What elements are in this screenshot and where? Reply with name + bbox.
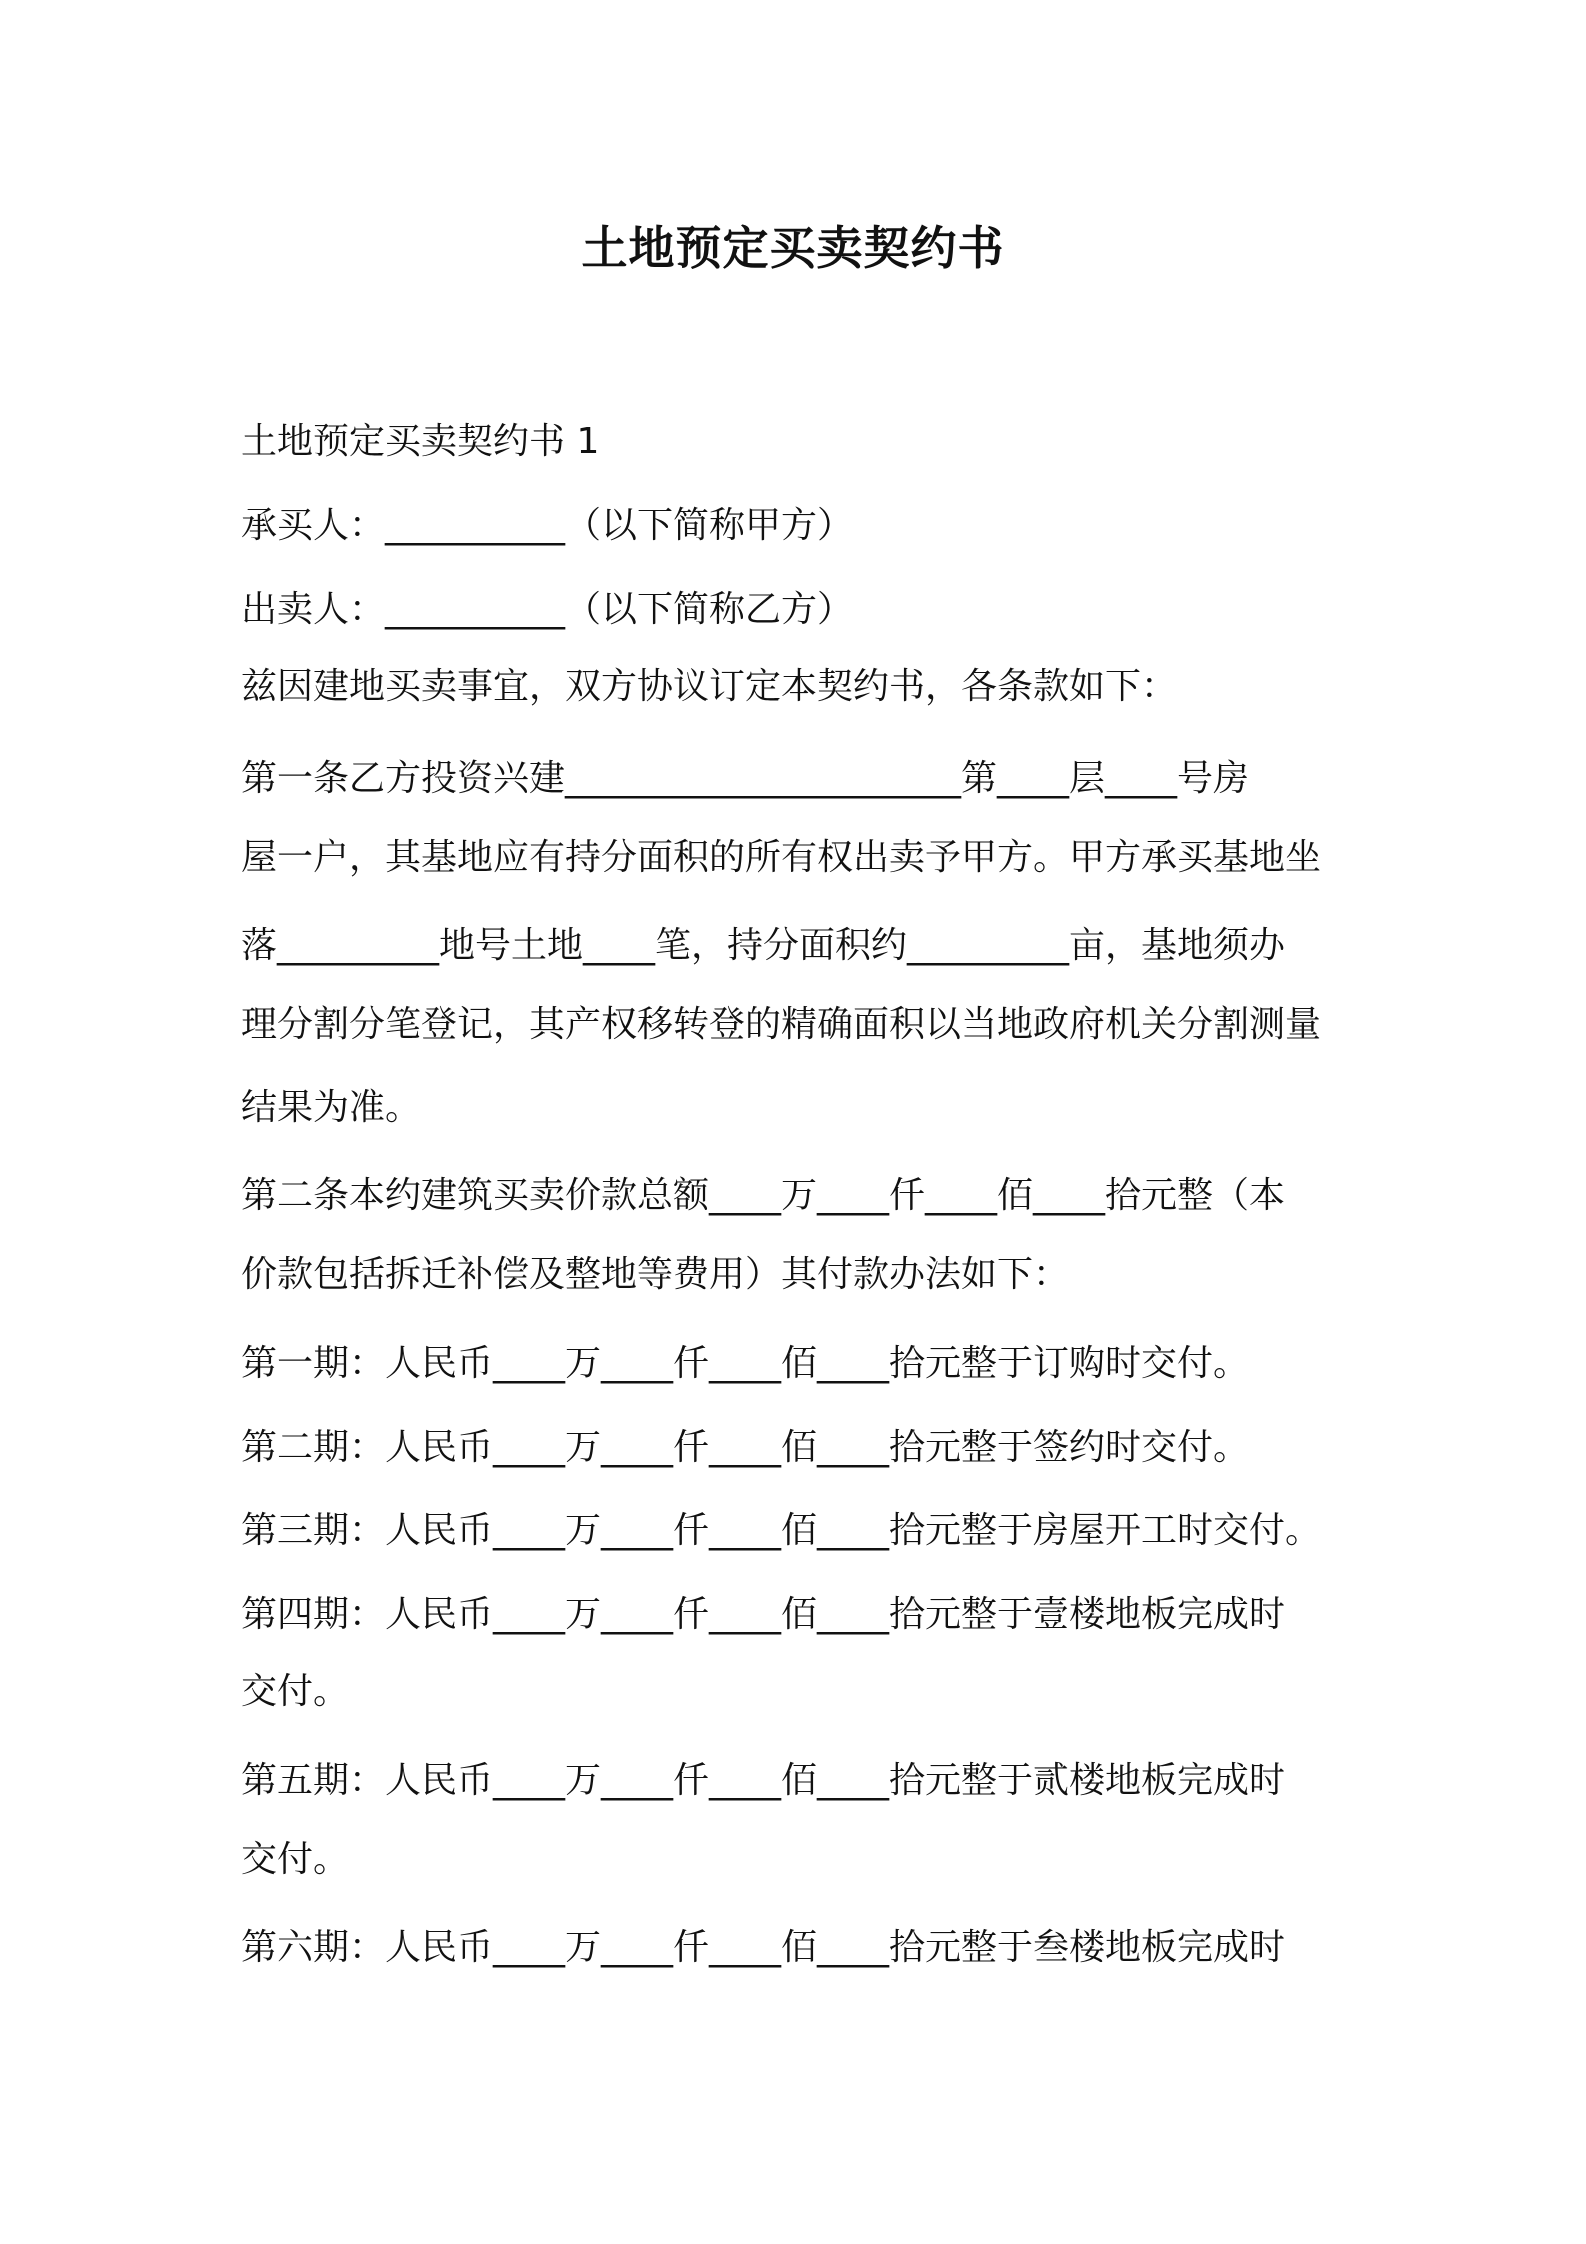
installment-6-line-1: 第六期：人民币____万____仟____佰____拾元整于叁楼地板完成时 xyxy=(241,1927,1286,1968)
article-one-line-1: 第一条乙方投资兴建______________________第____层____号房 xyxy=(241,758,1250,799)
installment-4-line-1: 第四期：人民币____万____仟____佰____拾元整于壹楼地板完成时 xyxy=(241,1594,1286,1635)
installment-5-line-1: 第五期：人民币____万____仟____佰____拾元整于贰楼地板完成时 xyxy=(241,1760,1286,1801)
document-title: 土地预定买卖契约书 xyxy=(581,221,1005,275)
article-one-line-4: 理分割分笔登记，其产权移转登的精确面积以当地政府机关分割测量 xyxy=(241,1004,1322,1045)
article-one-line-2: 屋一户，其基地应有持分面积的所有权出卖予甲方。甲方承买基地坐 xyxy=(241,837,1322,878)
installment-3: 第三期：人民币____万____仟____佰____拾元整于房屋开工时交付。 xyxy=(241,1510,1322,1551)
preamble-line: 兹因建地买卖事宜，双方协议订定本契约书，各条款如下： xyxy=(241,666,1178,707)
article-one-line-3: 落_________地号土地____笔，持分面积约_________亩，基地须办 xyxy=(241,925,1286,966)
article-two-line-2: 价款包括拆迁补偿及整地等费用）其付款办法如下： xyxy=(241,1254,1070,1295)
subtitle-line: 土地预定买卖契约书 1 xyxy=(241,421,600,462)
installment-2: 第二期：人民币____万____仟____佰____拾元整于签约时交付。 xyxy=(241,1427,1250,1468)
article-two-line-1: 第二条本约建筑买卖价款总额____万____仟____佰____拾元整（本 xyxy=(241,1175,1286,1216)
seller-line: 出卖人：__________（以下简称乙方） xyxy=(241,589,854,630)
installment-4-line-2: 交付。 xyxy=(241,1671,350,1712)
installment-5-line-2: 交付。 xyxy=(241,1839,350,1880)
installment-1: 第一期：人民币____万____仟____佰____拾元整于订购时交付。 xyxy=(241,1343,1250,1384)
buyer-line: 承买人：__________（以下简称甲方） xyxy=(241,505,854,546)
article-one-line-5: 结果为准。 xyxy=(241,1087,422,1128)
